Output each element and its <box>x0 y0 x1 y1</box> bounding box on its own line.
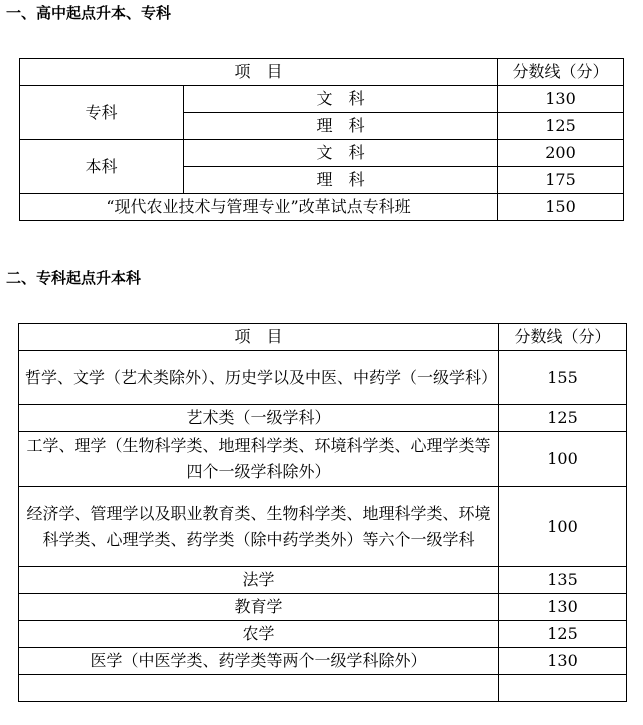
table-row <box>20 194 624 221</box>
sub-category: 理 科 <box>184 167 498 194</box>
table-row-empty <box>19 675 627 702</box>
high-school-score-table <box>19 58 624 221</box>
score-cell: 125 <box>499 405 627 432</box>
score-cell <box>499 675 627 702</box>
subject-cell: 农学 <box>19 621 499 648</box>
pilot-class-item: “现代农业技术与管理专业”改革试点专科班 <box>20 194 498 221</box>
table-row <box>19 594 627 621</box>
table-row <box>19 621 627 648</box>
table-row <box>19 487 627 567</box>
score-cell: 130 <box>499 594 627 621</box>
header-score: 分数线（分） <box>498 59 624 86</box>
table-row <box>19 432 627 487</box>
subject-cell: 医学（中医学类、药学类等两个一级学科除外） <box>19 648 499 675</box>
sub-category: 文 科 <box>184 140 498 167</box>
sub-category: 文 科 <box>184 86 498 113</box>
section-1-heading: 一、高中起点升本、专科 <box>6 4 172 22</box>
score-cell: 100 <box>499 432 627 487</box>
table-header-row <box>20 59 624 86</box>
subject-cell: 经济学、管理学以及职业教育类、生物科学类、地理科学类、环境科学类、心理学类、药学类（除中药学类外）等六个一级学科 <box>19 487 499 567</box>
score-cell: 130 <box>499 648 627 675</box>
score-cell: 125 <box>498 113 624 140</box>
table-row <box>19 405 627 432</box>
subject-cell: 工学、理学（生物科学类、地理科学类、环境科学类、心理学类等四个一级学科除外） <box>19 432 499 487</box>
subject-cell: 教育学 <box>19 594 499 621</box>
score-cell: 155 <box>499 351 627 405</box>
table-row <box>20 140 624 167</box>
table-header-row <box>19 324 627 351</box>
table-row <box>20 86 624 113</box>
score-cell: 150 <box>498 194 624 221</box>
score-cell: 200 <box>498 140 624 167</box>
header-score: 分数线（分） <box>499 324 627 351</box>
section-2-heading: 二、专科起点升本科 <box>6 269 142 287</box>
score-cell: 175 <box>498 167 624 194</box>
header-item: 项 目 <box>19 324 499 351</box>
score-cell: 100 <box>499 487 627 567</box>
college-score-table <box>18 323 627 702</box>
group-zhuanke: 专科 <box>20 86 184 140</box>
group-benke: 本科 <box>20 140 184 194</box>
table-row <box>19 648 627 675</box>
score-cell: 135 <box>499 567 627 594</box>
sub-category: 理 科 <box>184 113 498 140</box>
subject-cell: 法学 <box>19 567 499 594</box>
subject-cell <box>19 675 499 702</box>
subject-cell: 艺术类（一级学科） <box>19 405 499 432</box>
table-row <box>19 567 627 594</box>
score-cell: 125 <box>499 621 627 648</box>
table-row <box>19 351 627 405</box>
score-cell: 130 <box>498 86 624 113</box>
header-item: 项 目 <box>20 59 498 86</box>
subject-cell: 哲学、文学（艺术类除外）、历史学以及中医、中药学（一级学科） <box>19 351 499 405</box>
